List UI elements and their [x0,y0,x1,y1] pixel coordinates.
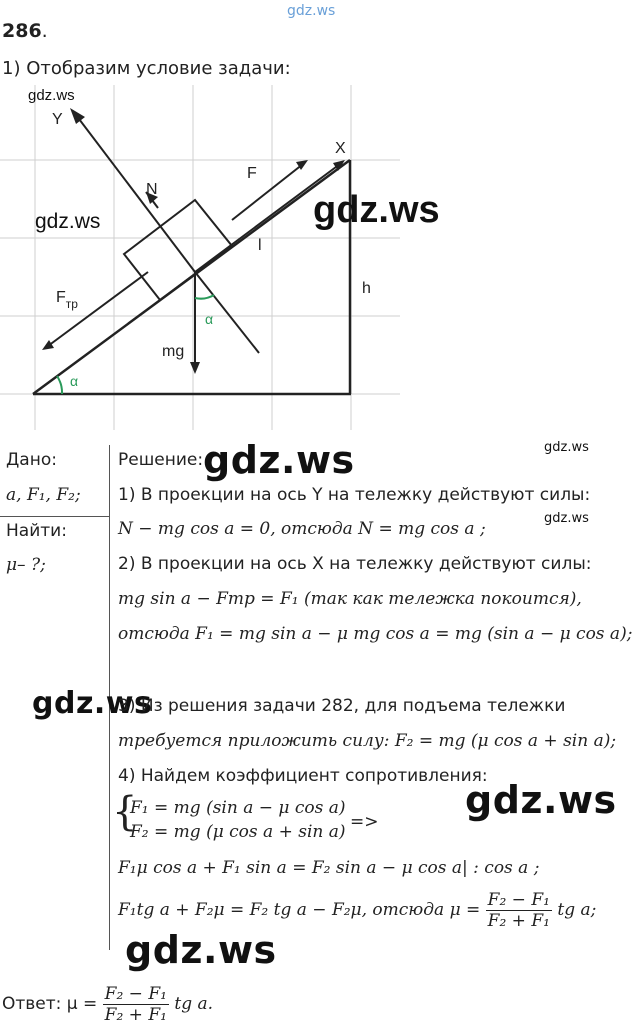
label-l: l [258,237,262,254]
figure-watermark-small: gdz.ws [28,87,75,104]
mu-fraction: $\frac{\text{F₂ − F₁}}{\text{F₂ + F₁}}$ [487,890,550,931]
arrowhead-ftr [42,340,54,350]
system-eq-2: F₂ = mg (μ cos a + sin a) [130,822,346,842]
answer-fraction: $\frac{\text{F₂ − F₁}}{\text{F₂ + F₁}}$ [104,984,167,1025]
incline-diagram [0,80,440,430]
watermark-small-1: gdz.ws [544,440,589,455]
solution-line-6: 3) Из решения задачи 282, для подъема тележки [118,696,566,716]
label-ftr: $F_{тр}$ [56,289,78,311]
problem-number: 286. [2,20,48,42]
label-h: h [362,280,371,297]
label-mg: mg [162,343,185,360]
label-x: X [335,140,346,157]
solution-line-7: требуется приложить силу: F₂ = mg (μ cos a + sin a); [118,731,617,751]
answer-line: Ответ: μ = $\frac{\text{F₂ − F₁}}{\text{F₂ + F₁}}$ tg a. [2,984,214,1025]
watermark-top: gdz.ws [287,3,336,19]
watermark-solution-3: gdz.ws [465,778,617,822]
label-f: F [247,165,257,182]
given-divider [0,516,110,517]
solution-line-1: 1) В проекции на ось Y на тележку действуют силы: [118,485,591,505]
given-values: a, F₁, F₂; [6,485,81,505]
solution-line-2: N − mg cos a = 0, отсюда N = mg cos a ; [118,519,486,539]
solution-line-3: 2) В проекции на ось X на тележку действуют силы: [118,554,592,574]
label-y: Y [52,111,63,128]
given-heading: Дано: [6,450,57,470]
alpha-arc-top [195,295,214,299]
system-eq-1: F₁ = mg (sin a − μ cos a) [130,798,346,818]
n-axis-line [76,115,195,272]
system-brace: { [112,789,138,835]
step1-text: 1) Отобразим условие задачи: [2,58,291,79]
solution-heading: Решение: [118,450,204,470]
figure-watermark-big: gdz.ws [313,189,440,231]
find-heading: Найти: [6,521,67,541]
grid [0,85,400,430]
solution-line-5: отсюда F₁ = mg sin a − μ mg cos a = mg (sin a − μ cos a); [118,624,632,644]
watermark-solution-4: gdz.ws [125,928,277,972]
label-alpha-base: α [70,373,79,389]
label-alpha-top: α [205,311,214,327]
f-vector [232,164,303,220]
arrowhead-y [70,108,85,124]
solution-line-8: 4) Найдем коэффициент сопротивления: [118,766,488,786]
watermark-solution-1: gdz.ws [203,438,355,482]
label-n: N [146,181,158,198]
figure-watermark-mid: gdz.ws [35,210,101,233]
watermark-small-2: gdz.ws [544,511,589,526]
ftr-vector [48,272,148,346]
alpha-arc-base [57,376,62,394]
solution-line-10: F₁tg a + F₂μ = F₂ tg a − F₂μ, отсюда μ = $\frac{\text{F₂ − F₁}}{\text{F₂ + F₁}}$ tg a; [118,890,597,931]
find-value: μ– ?; [6,555,46,575]
solution-line-9: F₁μ cos a + F₁ sin a = F₂ sin a − μ cos a| : cos a ; [118,858,540,878]
arrowhead-mg [190,362,200,374]
implies-sign: => [350,812,379,832]
solution-line-4: mg sin a − Fтр = F₁ (так как тележка покоится), [118,589,582,609]
watermark-solution-2: gdz.ws [32,686,153,721]
